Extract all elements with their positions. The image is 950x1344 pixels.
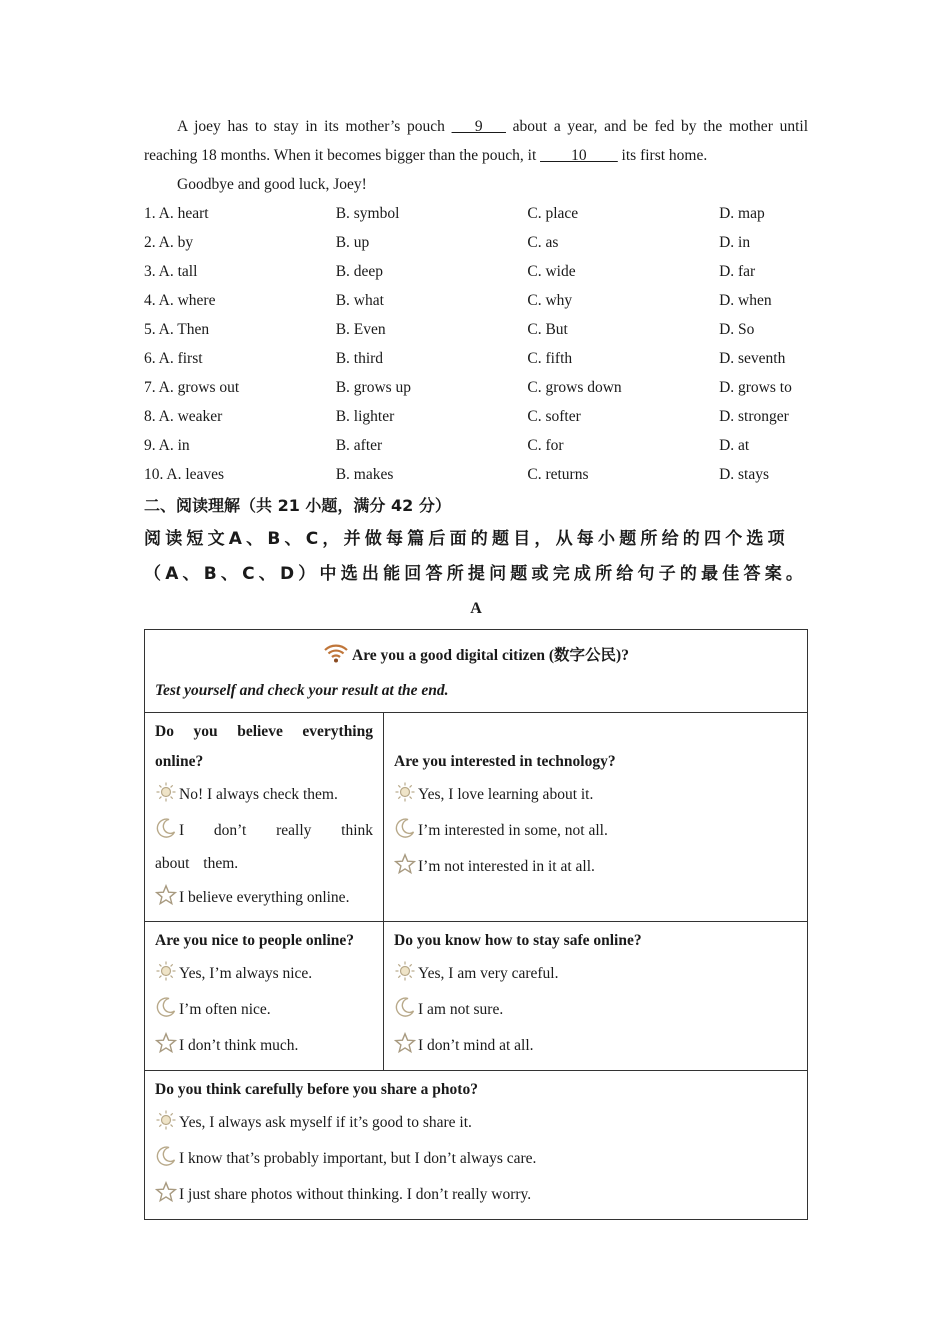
option: B. what <box>335 292 384 309</box>
question-3: Are you nice to people online? <box>155 932 355 949</box>
option: C. softer <box>527 408 581 425</box>
option: B. makes <box>335 466 394 483</box>
quiz-header-cell <box>145 630 808 713</box>
option: 2. A. by <box>144 234 194 251</box>
option: C. returns <box>527 466 589 483</box>
answer-text: I believe everything online. <box>179 889 350 906</box>
option: D. seventh <box>719 350 786 367</box>
question-cell-3 <box>145 922 384 1071</box>
option: D. So <box>719 321 755 338</box>
option: D. stays <box>719 466 770 483</box>
quiz-table <box>144 629 808 1220</box>
option: D. grows to <box>719 379 792 396</box>
option-row-10 <box>144 460 808 489</box>
option: B. lighter <box>335 408 395 425</box>
option: C. why <box>527 292 573 309</box>
passage-text-1b: about a year, and be fed by the mother until reaching 18 months. When it becomes bigger than the pouch, it <box>144 118 809 164</box>
answer-3-2 <box>155 992 373 1028</box>
option: 1. A. heart <box>144 205 209 222</box>
option-row-4 <box>144 286 808 315</box>
moon-icon <box>394 817 416 839</box>
answer-1-1 <box>155 777 373 813</box>
option-row-9 <box>144 431 808 460</box>
option: 6. A. first <box>144 350 203 367</box>
answer-text: I’m often nice. <box>179 1001 271 1018</box>
option: 4. A. where <box>144 292 216 309</box>
option: B. grows up <box>335 379 412 396</box>
option-row-3 <box>144 257 808 286</box>
option: D. when <box>719 292 772 309</box>
moon-icon <box>155 996 177 1018</box>
moon-icon <box>155 1145 177 1167</box>
option-row-5 <box>144 315 808 344</box>
answer-4-2 <box>394 992 797 1028</box>
answer-text: I know that’s probably important, but I don’t always care. <box>179 1150 537 1167</box>
answer-5-1 <box>155 1105 797 1141</box>
option-row-1 <box>144 199 808 228</box>
option: D. stronger <box>719 408 789 425</box>
answer-text: Yes, I always ask myself if it’s good to share it. <box>179 1114 472 1131</box>
question-cell-2 <box>384 713 808 922</box>
answer-text: I’m interested in some, not all. <box>418 822 608 839</box>
question-cell-5 <box>145 1071 808 1220</box>
moon-icon <box>155 817 177 839</box>
answer-1-3 <box>155 880 373 916</box>
star-icon <box>155 1032 177 1054</box>
passage-text-1a: A joey has to stay in its mother’s pouch <box>177 118 452 135</box>
passage-letter: A <box>470 600 482 617</box>
option: C. for <box>527 437 564 454</box>
quiz-title <box>155 634 797 674</box>
question-cell-1 <box>145 713 384 922</box>
answer-3-3 <box>155 1028 373 1064</box>
answer-5-3 <box>155 1177 797 1213</box>
option: 7. A. grows out <box>144 379 240 396</box>
question-5: Do you think carefully before you share a photo? <box>155 1081 478 1098</box>
blank-9: ___9___ <box>451 118 506 135</box>
option: B. Even <box>335 321 386 338</box>
option: B. symbol <box>335 205 400 222</box>
wifi-icon <box>323 642 349 664</box>
quiz-title-text: Are you a good digital citizen (数字公民)? <box>352 647 629 664</box>
answer-text: Yes, I’m always nice. <box>179 965 313 982</box>
option: B. deep <box>335 263 384 280</box>
moon-icon <box>394 996 416 1018</box>
question-1: Do you believe everything online? <box>155 723 373 770</box>
option-row-7 <box>144 373 808 402</box>
option: 8. A. weaker <box>144 408 223 425</box>
options-list <box>144 199 808 489</box>
option: 9. A. in <box>144 437 190 454</box>
answer-4-3 <box>394 1028 797 1064</box>
passage-paragraph-2: Goodbye and good luck, Joey! <box>177 176 367 193</box>
sun-icon <box>394 781 416 803</box>
question-2: Are you interested in technology? <box>394 753 616 770</box>
sun-icon <box>155 960 177 982</box>
option: B. third <box>335 350 384 367</box>
answer-text: I’m not interested in it at all. <box>418 858 595 875</box>
answer-4-1 <box>394 956 797 992</box>
answer-text: I don’t really think about them. <box>155 822 373 872</box>
option: B. after <box>335 437 383 454</box>
answer-3-1 <box>155 956 373 992</box>
option: B. up <box>335 234 370 251</box>
section-title: 二、阅读理解（共 21 小题，满分 42 分） <box>144 496 451 515</box>
question-cell-4 <box>384 922 808 1071</box>
option: D. map <box>719 205 765 222</box>
answer-text: No! I always check them. <box>179 786 338 803</box>
star-icon <box>155 1181 177 1203</box>
sun-icon <box>155 781 177 803</box>
option: C. as <box>527 234 559 251</box>
star-icon <box>394 853 416 875</box>
option: C. But <box>527 321 568 338</box>
option: D. at <box>719 437 750 454</box>
answer-text: I don’t think much. <box>179 1037 299 1054</box>
answer-2-2 <box>394 813 797 849</box>
document-page <box>144 112 808 1220</box>
answer-5-2 <box>155 1141 797 1177</box>
option: D. far <box>719 263 756 280</box>
option-row-2 <box>144 228 808 257</box>
option: 3. A. tall <box>144 263 198 280</box>
answer-text: I am not sure. <box>418 1001 504 1018</box>
quiz-subtitle: Test yourself and check your result at the end. <box>155 682 449 699</box>
option-row-6 <box>144 344 808 373</box>
sun-icon <box>155 1109 177 1131</box>
passage-text-1c: its first home. <box>617 147 708 164</box>
answer-1-2 <box>155 813 373 880</box>
star-icon <box>155 884 177 906</box>
answer-text: Yes, I love learning about it. <box>418 786 594 803</box>
passage-paragraph-1 <box>144 112 808 170</box>
option: C. grows down <box>527 379 622 396</box>
question-4: Do you know how to stay safe online? <box>394 932 642 949</box>
option: C. place <box>527 205 579 222</box>
option: C. fifth <box>527 350 573 367</box>
option: 10. A. leaves <box>144 466 225 483</box>
blank-10: ____10____ <box>540 147 618 164</box>
section-instruction: 阅读短文A、B、C，并做每篇后面的题目，从每小题所给的四个选项（A、B、C、D）中选出能回答所提问题或完成所给句子的最佳答案。 <box>144 529 808 584</box>
answer-2-1 <box>394 777 797 813</box>
answer-text: I don’t mind at all. <box>418 1037 534 1054</box>
answer-text: Yes, I am very careful. <box>418 965 559 982</box>
answer-2-3 <box>394 849 797 885</box>
option: 5. A. Then <box>144 321 210 338</box>
option: D. in <box>719 234 751 251</box>
star-icon <box>394 1032 416 1054</box>
sun-icon <box>394 960 416 982</box>
option-row-8 <box>144 402 808 431</box>
option: C. wide <box>527 263 576 280</box>
answer-text: I just share photos without thinking. I don’t really worry. <box>179 1186 532 1203</box>
